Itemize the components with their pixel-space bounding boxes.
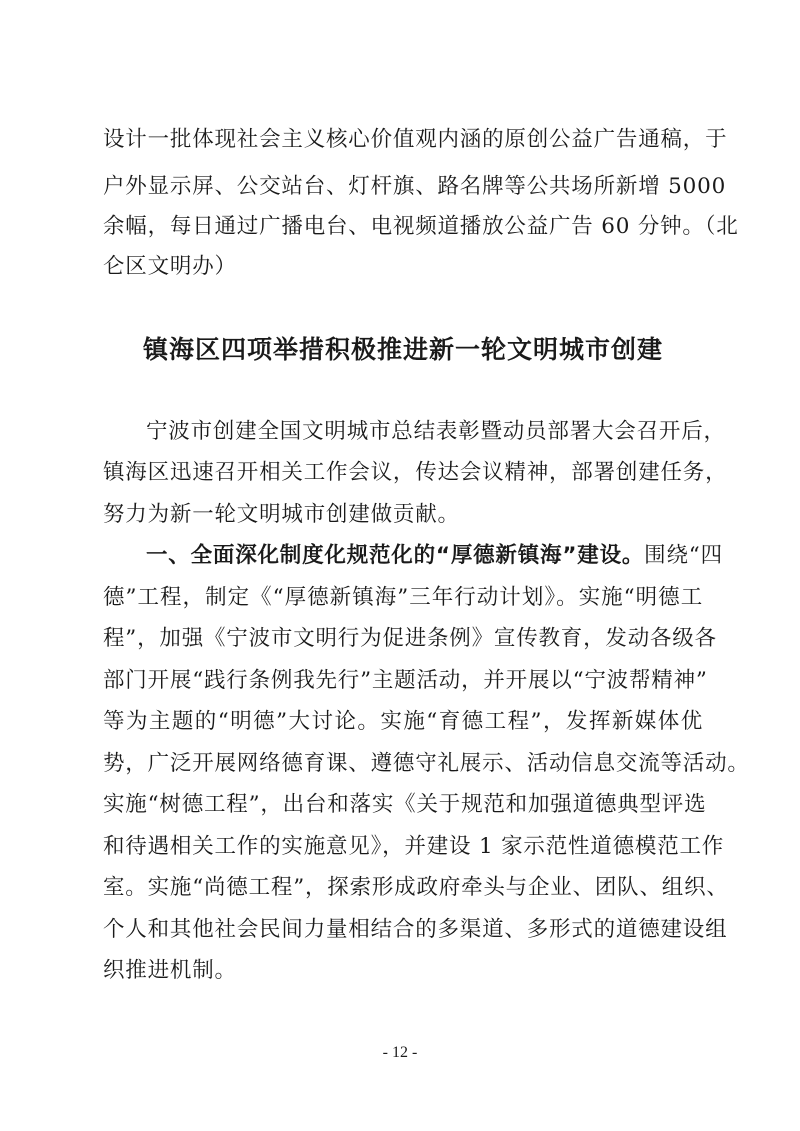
section1-first-line-rest: 围绕“四: [644, 543, 723, 568]
section1-first-line: [146, 541, 723, 571]
section1-line-2: 德”工程，制定《“厚德新镇海”三年行动计划》。实施“明德工: [103, 585, 703, 610]
section1-line-5: 等为主题的“明德”大讨论。实施“育德工程”，发挥新媒体优: [103, 709, 703, 734]
section1-line-3: 程”，加强《宁波市文明行为促进条例》宣传教育，发动各级各: [103, 626, 717, 651]
intro-line-1: 宁波市创建全国文明城市总结表彰暨动员部署大会召开后，: [146, 419, 726, 444]
prev-paragraph-line-1: 设计一批体现社会主义核心价值观内涵的原创公益广告通稿，于: [103, 127, 728, 152]
section1-line-7: 实施“树德工程”，出台和落实《关于规范和加强道德典型评选: [103, 792, 707, 817]
prev-paragraph-line-2: 户外显示屏、公交站台、灯杆旗、路名牌等公共场所新增 5000: [103, 174, 727, 199]
section1-line-10: 个人和其他社会民间力量相结合的多渠道、多形式的道德建设组: [103, 917, 728, 942]
section1-line-6: 势，广泛开展网络德育课、遵德守礼展示、活动信息交流等活动。: [103, 751, 750, 776]
section1-line-4: 部门开展“践行条例我先行”主题活动，并开展以“宁波帮精神”: [103, 668, 708, 693]
intro-line-3: 努力为新一轮文明城市创建做贡献。: [103, 502, 460, 527]
section1-line-9: 室。实施“尚德工程”，探索形成政府牵头与企业、团队、组织、: [103, 875, 729, 900]
article-title: 镇海区四项举措积极推进新一轮文明城市创建: [142, 335, 663, 364]
page-number: - 12 -: [382, 1044, 418, 1061]
section1-line-11: 织推进机制。: [103, 958, 237, 983]
section1-heading: 一、全面深化制度化规范化的“厚德新镇海”建设。: [146, 543, 645, 568]
intro-line-2: 镇海区迅速召开相关工作会议，传达会议精神，部署创建任务，: [103, 460, 728, 485]
prev-paragraph-line-4: 仑区文明办）: [103, 254, 237, 279]
prev-paragraph-line-3: 余幅，每日通过广播电台、电视频道播放公益广告 60 分钟。（北: [103, 214, 739, 239]
section1-line-8: 和待遇相关工作的实施意见》，并建设 1 家示范性道德模范工作: [103, 834, 725, 859]
